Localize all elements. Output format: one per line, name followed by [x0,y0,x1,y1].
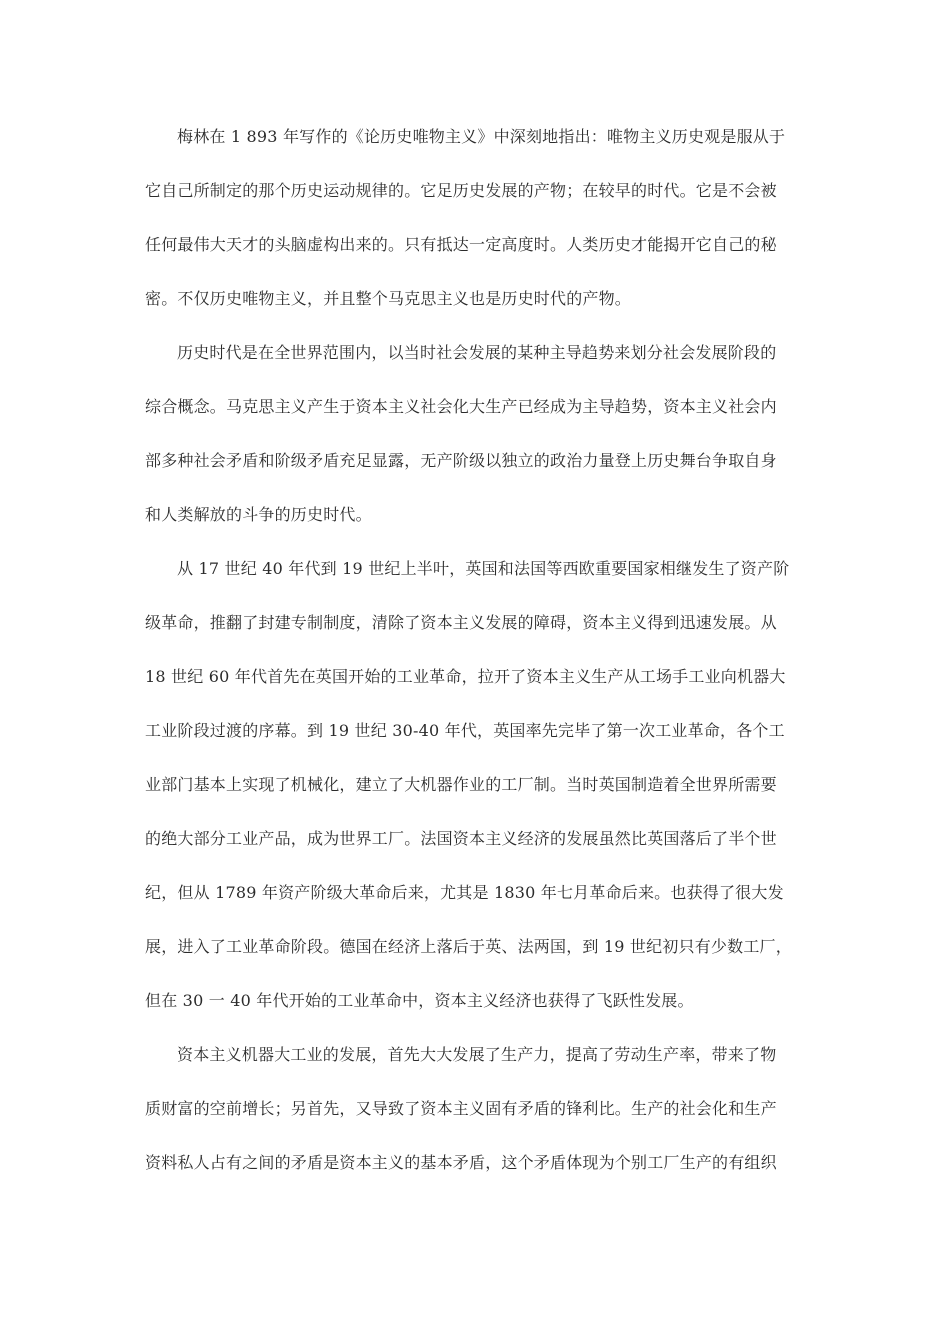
text-line: 业部门基本上实现了机械化，建立了大机器作业的工厂制。当时英国制造着全世界所需要 [145,775,777,794]
text-line: 综合概念。马克思主义产生于资本主义社会化大生产已经成为主导趋势，资本主义社会内 [145,397,777,416]
text-line: 部多种社会矛盾和阶级矛盾充足显露，无产阶级以独立的政治力量登上历史舞台争取自身 [145,451,777,470]
text-line: 任何最伟大天才的头脑虚构出来的。只有抵达一定高度时。人类历史才能揭开它自己的秘 [145,235,777,254]
text-line: 历史时代是在全世界范围内，以当时社会发展的某种主导趋势来划分社会发展阶段的 [177,343,777,362]
text-line: 但在 30 一 40 年代开始的工业革命中，资本主义经济也获得了飞跃性发展。 [145,991,694,1010]
text-line: 工业阶段过渡的序幕。到 19 世纪 30-40 年代，英国率先完毕了第一次工业革命，各个工 [145,721,785,740]
text-line: 从 17 世纪 40 年代到 19 世纪上半叶，英国和法国等西欧重要国家相继发生了资产阶 [177,559,790,578]
text-line: 和人类解放的斗争的历史时代。 [145,505,372,524]
paragraph-1 [145,122,815,338]
text-line: 资本主义机器大工业的发展，首先大大发展了生产力，提高了劳动生产率，带来了物 [177,1045,777,1064]
text-line: 密。不仅历史唯物主义，并且整个马克思主义也是历史时代的产物。 [145,289,632,308]
text-line: 纪，但从 1789 年资产阶级大革命后来，尤其是 1830 年七月革命后来。也获得了很大发 [145,883,784,902]
paragraph-3 [145,554,815,1040]
text-line: 级革命，推翻了封建专制制度，清除了资本主义发展的障碍，资本主义得到迅速发展。从 [145,613,777,632]
text-line: 梅林在 1 893 年写作的《论历史唯物主义》中深刻地指出：唯物主义历史观是服从于 [177,127,786,146]
text-line: 它自己所制定的那个历史运动规律的。它足历史发展的产物；在较早的时代。它是不会被 [145,181,777,200]
text-line: 展，进入了工业革命阶段。德国在经济上落后于英、法两国，到 19 世纪初只有少数工厂， [145,937,792,956]
paragraph-4 [145,1040,815,1202]
text-line: 18 世纪 60 年代首先在英国开始的工业革命，拉开了资本主义生产从工场手工业向机器大 [145,667,786,686]
paragraph-2 [145,338,815,554]
text-line: 的绝大部分工业产品，成为世界工厂。法国资本主义经济的发展虽然比英国落后了半个世 [145,829,777,848]
text-line: 资料私人占有之间的矛盾是资本主义的基本矛盾，这个矛盾体现为个别工厂生产的有组织 [145,1153,777,1172]
document-body [145,122,815,1202]
text-line: 质财富的空前增长；另首先，又导致了资本主义固有矛盾的锋利比。生产的社会化和生产 [145,1099,777,1118]
